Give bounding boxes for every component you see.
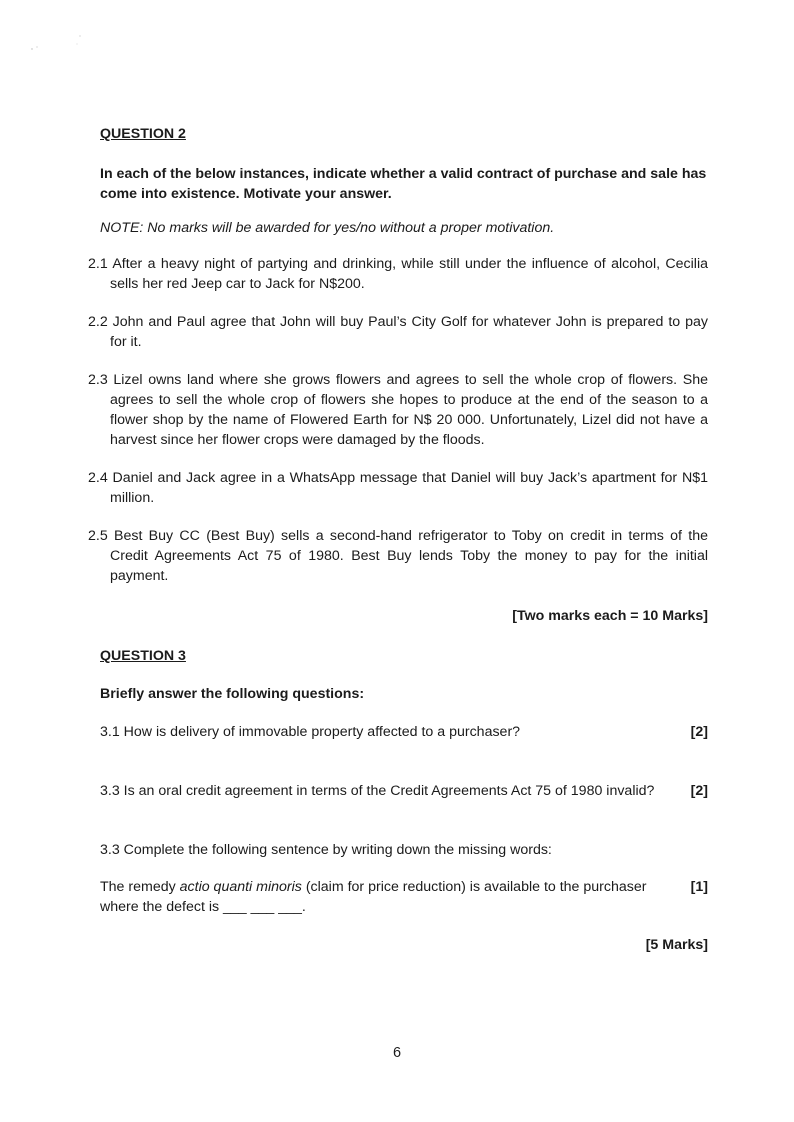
scan-specks: [28, 34, 88, 54]
question-2-heading: QUESTION 2: [100, 126, 186, 142]
question-item-3-3-marks: [1]: [690, 879, 708, 895]
question-2-instruction: In each of the below instances, indicate whether a valid contract of purchase and sale has come into existence. Motivate your answer.: [100, 166, 707, 202]
question-3-total-marks: [5 Marks]: [645, 937, 708, 953]
question-item-2-4: 2.4 Daniel and Jack agree in a WhatsApp message that Daniel will buy Jack’s apartment for N$1 million.: [88, 470, 708, 506]
question-item-2-5: 2.5 Best Buy CC (Best Buy) sells a second-hand refrigerator to Toby on credit in terms of the Credit Agreements Act 75 of 1980. Best Buy lends Toby the money to pay for the initial payment.: [88, 528, 708, 584]
question-item-3-1-marks: [2]: [690, 724, 708, 740]
question-item-2-1: 2.1 After a heavy night of partying and drinking, while still under the influence of alcohol, Cecilia sells her red Jeep car to Jack for N$200.: [88, 256, 708, 292]
question-3-instruction: Briefly answer the following questions:: [100, 686, 365, 702]
remedy-suffix: (claim for price reduction) is available to the purchaser where the defect is ___ ___ ___.: [100, 879, 647, 915]
question-2-total-marks: [Two marks each = 10 Marks]: [512, 608, 708, 624]
question-item-3-2: [100, 781, 708, 801]
question-3-section: [100, 646, 708, 955]
question-item-3-3-instruction: 3.3 Complete the following sentence by writing down the missing words:: [100, 842, 552, 858]
question-item-3-1: [100, 722, 708, 742]
question-2-note: NOTE: No marks will be awarded for yes/no without a proper motivation.: [100, 220, 555, 236]
remedy-prefix: The remedy: [100, 879, 180, 895]
question-2-section: [88, 124, 708, 626]
remedy-sentence: [100, 877, 660, 917]
question-item-3-2-text: 3.3 Is an oral credit agreement in terms of the Credit Agreements Act 75 of 1980 invalid?: [100, 783, 655, 799]
question-item-3-3-sentence: [100, 877, 708, 917]
page-content: [88, 124, 708, 955]
question-item-3-2-marks: [2]: [690, 783, 708, 799]
question-item-2-3: 2.3 Lizel owns land where she grows flowers and agrees to sell the whole crop of flowers. She agrees to sell the whole crop of flowers she hopes to produce at the end of the season to a flower shop by the name of Flowered Earth for N$ 20 000. Unfortunately, Lizel did not have a harvest since her flower crops were damaged by the floods.: [88, 372, 708, 448]
remedy-term: actio quanti minoris: [179, 879, 302, 895]
question-item-3-1-text: 3.1 How is delivery of immovable property affected to a purchaser?: [100, 724, 521, 740]
question-item-2-2: 2.2 John and Paul agree that John will buy Paul’s City Golf for whatever John is prepared to pay for it.: [88, 314, 708, 350]
question-3-heading: QUESTION 3: [100, 648, 186, 664]
page-number: 6: [392, 1045, 402, 1061]
